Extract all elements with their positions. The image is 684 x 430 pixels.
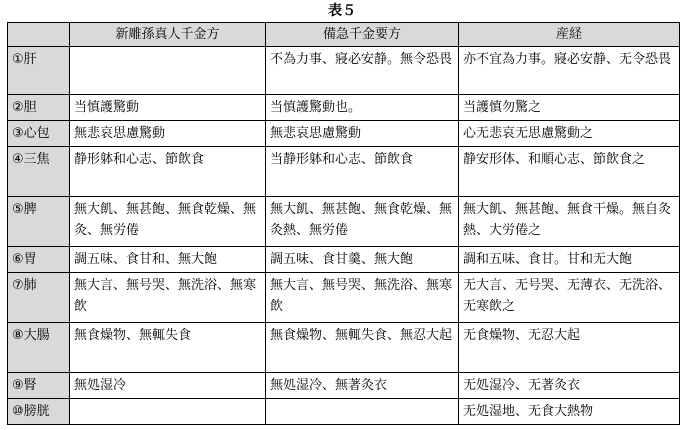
table-cell: [70, 47, 266, 95]
table-cell: 無食燥物、無輒失食: [70, 323, 266, 373]
table-cell: 当静形躰和心志、節飲食: [266, 147, 459, 197]
column-header: 産経: [459, 23, 680, 47]
table-cell: [266, 399, 459, 425]
table-cell: 亦不宜為力事。寢必安静、无令恐畏: [459, 47, 680, 95]
table-cell: 無処湿冷: [70, 373, 266, 399]
table-row: [8, 121, 680, 147]
table-cell: 无大言、无号哭、无薄衣、无洗浴、无寒飲之: [459, 273, 680, 323]
row-label: ⑥胃: [8, 247, 70, 273]
row-label: ④三焦: [8, 147, 70, 197]
table-cell: 調和五味、食甘。甘和无大飽: [459, 247, 680, 273]
table-row: [8, 247, 680, 273]
table-cell: 心无悲哀无思慮驚動之: [459, 121, 680, 147]
column-header: 新雕孫真人千金方: [70, 23, 266, 47]
table-cell: 調五味、食甘羹、無大飽: [266, 247, 459, 273]
table-cell: 无処湿地、无食大熱物: [459, 399, 680, 425]
table-cell: 当慎護驚動: [70, 95, 266, 121]
table-cell: 無大飢、無甚飽、無食乾燥、無灸熱、無労倦: [266, 197, 459, 247]
table-row: [8, 197, 680, 247]
table-row: [8, 273, 680, 323]
row-label: ③心包: [8, 121, 70, 147]
table-cell: 当護慎勿驚之: [459, 95, 680, 121]
table-row: [8, 399, 680, 425]
table-cell: 調五味、食甘和、無大飽: [70, 247, 266, 273]
row-label: ⑦肺: [8, 273, 70, 323]
table-cell: 无食燥物、无忍大起: [459, 323, 680, 373]
table-cell: 無悲哀思慮驚動: [70, 121, 266, 147]
row-label: ①肝: [8, 47, 70, 95]
table-title: 表５: [328, 3, 356, 19]
row-label: ⑩膀胱: [8, 399, 70, 425]
table-cell: 無食燥物、無輒失食、無忍大起: [266, 323, 459, 373]
row-label: ⑨腎: [8, 373, 70, 399]
row-label: ⑤脾: [8, 197, 70, 247]
table-cell: 无処湿冷、无著灸衣: [459, 373, 680, 399]
corner-cell: [8, 23, 70, 47]
header-row: [8, 23, 680, 47]
table-cell: 無大言、無号哭、無洗浴、無寒飲: [70, 273, 266, 323]
table-row: [8, 47, 680, 95]
table-cell: 静形躰和心志、節飲食: [70, 147, 266, 197]
row-label: ⑧大腸: [8, 323, 70, 373]
table-cell: 無悲哀思慮驚動: [266, 121, 459, 147]
table-cell: 無処湿冷、無著灸衣: [266, 373, 459, 399]
table-cell: 無大言、無号哭、無洗浴、無寒飲: [266, 273, 459, 323]
table-cell: 静安形体、和順心志、節飲食之: [459, 147, 680, 197]
table-cell: [70, 399, 266, 425]
row-label: ②胆: [8, 95, 70, 121]
table-row: [8, 95, 680, 121]
table-cell: 無大飢、無甚飽、無食干燥。無自灸熱、大労倦之: [459, 197, 680, 247]
table-cell: 当慎護驚動也。: [266, 95, 459, 121]
table-cell: 不為力事、寢必安静。無令恐畏: [266, 47, 459, 95]
column-header: 備急千金要方: [266, 23, 459, 47]
table-row: [8, 373, 680, 399]
table-row: [8, 323, 680, 373]
table-cell: 無大飢、無甚飽、無食乾燥、無灸、無労倦: [70, 197, 266, 247]
table-row: [8, 147, 680, 197]
comparison-table: [7, 22, 680, 425]
